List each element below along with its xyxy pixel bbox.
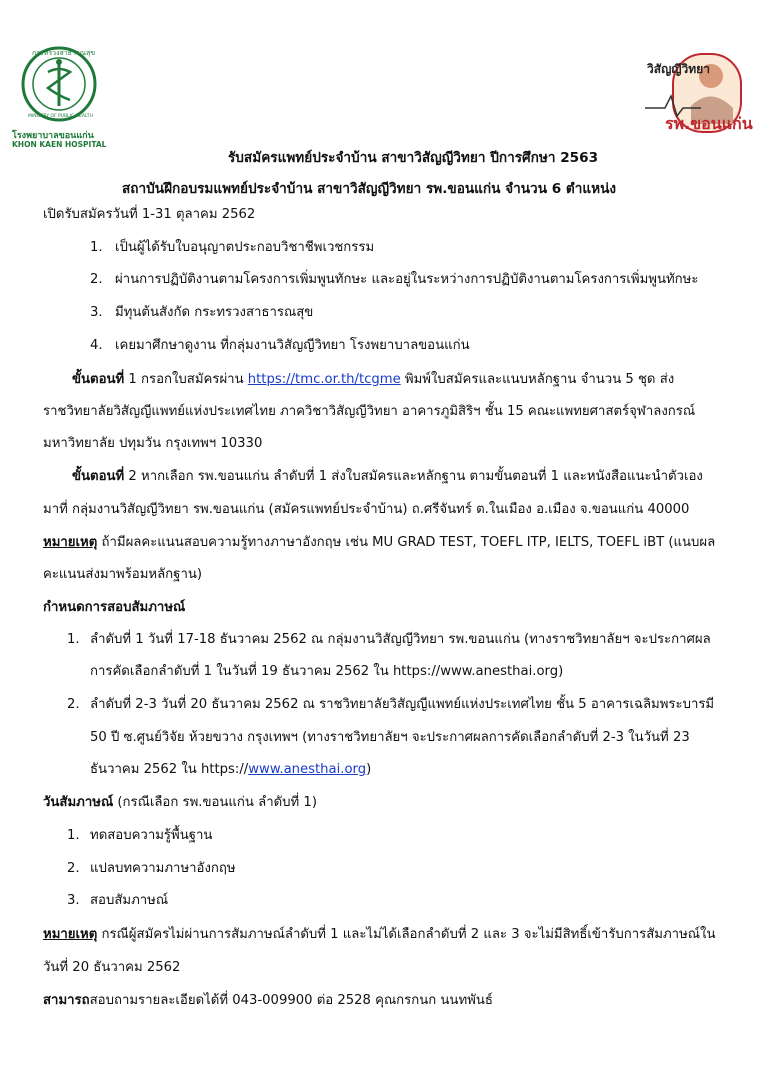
qualification-num: 4. <box>90 338 103 353</box>
step1-line3: มหาวิทยาลัย ปทุมวัน กรุงเทพฯ 10330 <box>43 436 263 451</box>
interview-day-num: 2. <box>67 861 80 876</box>
note2-line1 <box>43 927 715 943</box>
qualification-num: 2. <box>90 272 103 287</box>
step1-text-b: พิมพ์ใบสมัครและแนบหลักฐาน จำนวน 5 ชุด ส่ง <box>400 372 675 387</box>
step2-text: 2 หากเลือก รพ.ขอนแก่น ลำดับที่ 1 ส่งใบสมัครและหลักฐาน ตามขั้นตอนที่ 1 และหนังสือแนะนำตัวเอง <box>124 469 703 484</box>
interview-day-item: ทดสอบความรู้พื้นฐาน <box>90 828 213 843</box>
interview-day-item: แปลบทความภาษาอังกฤษ <box>90 861 236 876</box>
step2-label: ขั้นตอนที่ <box>72 469 125 484</box>
qualification-num: 1. <box>90 240 103 255</box>
step1-line1 <box>72 372 674 388</box>
qualification-item: เคยมาศึกษาดูงาน ที่กลุ่มงานวิสัญญีวิทยา โรงพยาบาลขอนแก่น <box>115 338 470 353</box>
schedule-item-line: ลำดับที่ 2-3 วันที่ 20 ธันวาคม 2562 ณ ราชวิทยาลัยวิสัญญีแพทย์แห่งประเทศไทย ชั้น 5 อาคารเฉลิมพระบารมี <box>90 697 715 712</box>
note2-line2: วันที่ 20 ธันวาคม 2562 <box>43 960 181 975</box>
schedule-item-line: 50 ปี ซ.ศูนย์วิจัย ห้วยขวาง กรุงเทพฯ (ทางราชวิทยาลัยฯ จะประกาศผลการคัดเลือกลำดับที่ 2-3 ในวันที่ 23 <box>90 730 690 745</box>
interview-schedule-heading: กำหนดการสอบสัมภาษณ์ <box>43 600 186 615</box>
note1-line2: คะแนนส่งมาพร้อมหลักฐาน) <box>43 567 203 582</box>
schedule-text: ธันวาคม 2562 ใน https:// <box>90 762 249 777</box>
hospital-name-th: โรงพยาบาลขอนแก่น <box>12 131 94 141</box>
tcgme-link[interactable]: https://tmc.or.th/tcgme <box>247 372 401 387</box>
seal-text-bottom: MINISTRY OF PUBLIC HEALTH <box>28 114 93 119</box>
hospital-name-en: KHON KAEN HOSPITAL <box>12 140 107 149</box>
note1-line1 <box>43 535 715 551</box>
schedule-num: 1. <box>67 632 80 647</box>
schedule-num: 2. <box>67 697 80 712</box>
contact-label: สามารถ <box>43 993 90 1008</box>
interview-day-num: 1. <box>67 828 80 843</box>
qualification-item: เป็นผู้ได้รับใบอนุญาตประกอบวิชาชีพเวชกรรม <box>115 240 375 255</box>
note2-label: หมายเหตุ <box>43 927 98 942</box>
page-subtitle: สถาบันฝึกอบรมแพทย์ประจำบ้าน สาขาวิสัญญีวิทยา รพ.ขอนแก่น จำนวน 6 ตำแหน่ง <box>122 181 617 197</box>
step2-line1 <box>72 469 703 485</box>
note1-text: ถ้ามีผลคะแนนสอบความรู้ทางภาษาอังกฤษ เช่น MU GRAD TEST, TOEFL ITP, IELTS, TOEFL iBT (แนบผล <box>97 535 716 550</box>
step1-text-a: 1 กรอกใบสมัครผ่าน <box>124 372 248 387</box>
schedule-item-line <box>90 762 371 778</box>
qualification-num: 3. <box>90 305 103 320</box>
interview-day-sub: (กรณีเลือก รพ.ขอนแก่น ลำดับที่ 1) <box>113 795 317 810</box>
interview-day-item: สอบสัมภาษณ์ <box>90 893 169 908</box>
anesthesia-department-logo <box>645 46 753 136</box>
opening-date: เปิดรับสมัครวันที่ 1-31 ตุลาคม 2562 <box>43 207 256 222</box>
qualification-item: มีทุนต้นสังกัด กระทรวงสาธารณสุข <box>115 305 314 320</box>
note1-label: หมายเหตุ <box>43 535 98 550</box>
step1-label: ขั้นตอนที่ <box>72 372 125 387</box>
anesthai-link[interactable]: www.anesthai.org <box>248 762 367 777</box>
step1-line2: ราชวิทยาลัยวิสัญญีแพทย์แห่งประเทศไทย ภาควิชาวิสัญญีวิทยา อาคารภูมิสิริฯ ชั้น 15 คณะแพทยศาสตร์จุฬาลงกรณ์ <box>43 404 696 419</box>
logo-subtitle: รพ.ขอนแก่น <box>665 114 753 133</box>
qualification-item: ผ่านการปฏิบัติงานตามโครงการเพิ่มพูนทักษะ และอยู่ในระหว่างการปฏิบัติงานตามโครงการเพิ่มพูนทักษะ <box>115 272 699 287</box>
schedule-item-line: การคัดเลือกลำดับที่ 1 ในวันที่ 19 ธันวาคม 2562 ใน https://www.anesthai.org) <box>90 664 564 679</box>
seal-text-top: กระทรวงสาธารณสุข <box>32 49 96 57</box>
contact-line <box>43 993 493 1009</box>
interview-day-num: 3. <box>67 893 80 908</box>
khon-kaen-hospital-logo <box>6 42 112 152</box>
page-title: รับสมัครแพทย์ประจำบ้าน สาขาวิสัญญีวิทยา ปีการศึกษา 2563 <box>228 150 599 166</box>
interview-day-label: วันสัมภาษณ์ <box>43 795 114 810</box>
schedule-item-line: ลำดับที่ 1 วันที่ 17-18 ธันวาคม 2562 ณ กลุ่มงานวิสัญญีวิทยา รพ.ขอนแก่น (ทางราชวิทยาลัยฯ จะประกาศผล <box>90 632 711 647</box>
contact-text: สอบถามรายละเอียดได้ที่ 043-009900 ต่อ 2528 คุณกรกนก นนทพันธ์ <box>89 993 493 1008</box>
interview-day-heading <box>43 795 317 811</box>
schedule-text-end: ) <box>366 762 372 777</box>
logo-title: วิสัญญีวิทยา <box>647 62 710 76</box>
step2-line2: มาที่ กลุ่มงานวิสัญญีวิทยา รพ.ขอนแก่น (สมัครแพทย์ประจำบ้าน) ถ.ศรีจันทร์ ต.ในเมือง อ.เมือง จ.ขอนแก่น 40000 <box>43 502 690 517</box>
note2-text: กรณีผู้สมัครไม่ผ่านการสัมภาษณ์ลำดับที่ 1 และไม่ได้เลือกลำดับที่ 2 และ 3 จะไม่มีสิทธิ์เข้ารับการสัมภาษณ์ใน <box>97 927 716 942</box>
